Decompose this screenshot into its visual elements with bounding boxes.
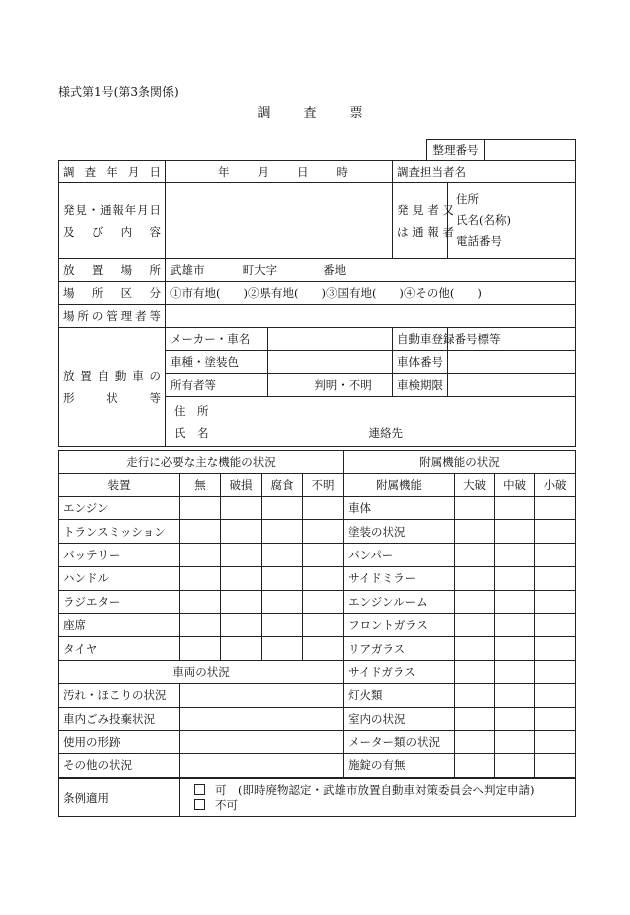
- check-cell[interactable]: [262, 567, 303, 590]
- check-cell[interactable]: [455, 497, 495, 520]
- check-cell[interactable]: [180, 637, 221, 660]
- device-label: ラジエター: [59, 590, 180, 613]
- check-cell[interactable]: [262, 637, 303, 660]
- check-cell[interactable]: [535, 637, 576, 660]
- chassis-label: 車体番号: [393, 351, 448, 374]
- vehicle-state-label: その他の状況: [59, 754, 180, 777]
- date-label: 調 査 年 月 日: [59, 161, 166, 183]
- vehicle-state-field[interactable]: [180, 684, 344, 707]
- check-cell[interactable]: [262, 613, 303, 636]
- accessory-label: リアガラス: [344, 637, 455, 660]
- inspection-label: 車検期限: [393, 374, 448, 397]
- vehicle-state-field[interactable]: [180, 707, 344, 730]
- check-cell[interactable]: [535, 613, 576, 636]
- check-cell[interactable]: [303, 497, 344, 520]
- check-cell[interactable]: [221, 497, 262, 520]
- device-label: ハンドル: [59, 567, 180, 590]
- function-right-title: 附属機能の状況: [344, 451, 576, 474]
- check-cell[interactable]: [495, 754, 535, 777]
- table-row: [59, 543, 576, 566]
- check-cell[interactable]: [303, 637, 344, 660]
- ordinance-option-yes[interactable]: 可 (即時廃物認定・武雄市放置自動車対策委員会へ判定申請): [194, 783, 571, 798]
- check-cell[interactable]: [495, 637, 535, 660]
- table-row: [59, 660, 576, 683]
- device-label: エンジン: [59, 497, 180, 520]
- device-label: タイヤ: [59, 637, 180, 660]
- type-field[interactable]: [268, 351, 393, 374]
- check-cell[interactable]: [455, 590, 495, 613]
- check-cell[interactable]: [455, 707, 495, 730]
- check-cell[interactable]: [535, 730, 576, 753]
- check-cell[interactable]: [180, 497, 221, 520]
- division-label: 場 所 区 分: [59, 282, 166, 305]
- owner-label: 所有者等: [166, 374, 268, 397]
- known-label[interactable]: 判明・不明: [268, 374, 393, 397]
- check-cell[interactable]: [221, 637, 262, 660]
- table-row: [59, 637, 576, 660]
- reg-label: 自動車登録番号標等: [393, 328, 448, 351]
- check-cell[interactable]: [180, 590, 221, 613]
- ordinance-options: [180, 779, 576, 817]
- table-row: [59, 754, 576, 777]
- check-cell[interactable]: [535, 520, 576, 543]
- check-cell[interactable]: [455, 567, 495, 590]
- maker-field[interactable]: [268, 328, 393, 351]
- function-left-title: 走行に必要な主な機能の状況: [59, 451, 344, 474]
- manager-field[interactable]: [166, 305, 576, 328]
- check-cell[interactable]: [180, 520, 221, 543]
- accessory-label: 施錠の有無: [344, 754, 455, 777]
- check-cell[interactable]: [221, 590, 262, 613]
- vehicle-state-label: 使用の形跡: [59, 730, 180, 753]
- right-header: 中破: [495, 474, 535, 497]
- check-cell[interactable]: [535, 543, 576, 566]
- check-cell[interactable]: [180, 543, 221, 566]
- table-row: [59, 684, 576, 707]
- place-label: 放 置 場 所: [59, 259, 166, 282]
- check-cell[interactable]: [303, 590, 344, 613]
- check-cell[interactable]: [495, 567, 535, 590]
- left-header: 破損: [221, 474, 262, 497]
- check-cell[interactable]: [455, 660, 495, 683]
- inspection-field[interactable]: [448, 374, 576, 397]
- vehicle-state-field[interactable]: [180, 730, 344, 753]
- device-label: 座席: [59, 613, 180, 636]
- check-cell[interactable]: [455, 754, 495, 777]
- check-cell[interactable]: [495, 684, 535, 707]
- right-header: 大破: [455, 474, 495, 497]
- accessory-label: メーター類の状況: [344, 730, 455, 753]
- left-header: 装置: [59, 474, 180, 497]
- right-header: 小破: [535, 474, 576, 497]
- owner-details[interactable]: 住 所 氏 名 連絡先: [166, 397, 576, 447]
- check-cell[interactable]: [535, 707, 576, 730]
- table-row: [59, 520, 576, 543]
- seiri-field[interactable]: [485, 140, 576, 161]
- check-cell[interactable]: [535, 684, 576, 707]
- accessory-label: エンジンルーム: [344, 590, 455, 613]
- report-field[interactable]: [166, 183, 393, 259]
- check-cell[interactable]: [262, 590, 303, 613]
- ordinance-option-no[interactable]: 不可: [194, 798, 571, 813]
- device-label: トランスミッション: [59, 520, 180, 543]
- date-field[interactable]: 年 月 日 時: [166, 161, 393, 183]
- check-cell[interactable]: [535, 567, 576, 590]
- check-cell[interactable]: [262, 543, 303, 566]
- check-cell[interactable]: [495, 613, 535, 636]
- reporter-label: 発 見 者 又 は 通 報 者: [393, 183, 448, 259]
- accessory-label: サイドガラス: [344, 660, 455, 683]
- check-cell[interactable]: [495, 707, 535, 730]
- check-cell[interactable]: [303, 613, 344, 636]
- left-header: 無: [180, 474, 221, 497]
- check-cell[interactable]: [303, 567, 344, 590]
- check-cell[interactable]: [495, 660, 535, 683]
- seiri-label: 整理番号: [427, 140, 485, 161]
- main-table: [58, 160, 576, 447]
- type-label: 車種・塗装色: [166, 351, 268, 374]
- vehicle-state-field[interactable]: [180, 754, 344, 777]
- check-cell[interactable]: [535, 590, 576, 613]
- left-header: 腐食: [262, 474, 303, 497]
- check-cell[interactable]: [180, 567, 221, 590]
- ordinance-label: 条例適用: [59, 779, 180, 817]
- vehicle-state-title: 車両の状況: [59, 660, 344, 683]
- check-cell[interactable]: [180, 613, 221, 636]
- check-cell[interactable]: [303, 543, 344, 566]
- check-cell[interactable]: [495, 543, 535, 566]
- vehicle-label: 放 置 自 動 車 の 形 状 等: [59, 328, 166, 447]
- vehicle-state-label: 車内ごみ投棄状況: [59, 707, 180, 730]
- accessory-label: 塗装の状況: [344, 520, 455, 543]
- maker-label: メーカー・車名: [166, 328, 268, 351]
- division-value[interactable]: ①市有地( )②県有地( )③国有地( )④その他( ): [166, 282, 576, 305]
- check-cell[interactable]: [221, 613, 262, 636]
- form-title: 調 査 票: [257, 106, 373, 121]
- check-cell[interactable]: [455, 613, 495, 636]
- table-row: [59, 590, 576, 613]
- place-value[interactable]: 武雄市 町大字 番地: [166, 259, 576, 282]
- form-number: 様式第1号(第3条関係): [58, 85, 179, 99]
- manager-label: 場所の管理者等: [59, 305, 166, 328]
- table-row: [59, 613, 576, 636]
- check-cell[interactable]: [303, 520, 344, 543]
- check-cell[interactable]: [495, 520, 535, 543]
- table-row: [59, 730, 576, 753]
- chassis-field[interactable]: [448, 351, 576, 374]
- left-header: 不明: [303, 474, 344, 497]
- check-cell[interactable]: [495, 730, 535, 753]
- inspector-label: 調査担当者名: [393, 161, 576, 183]
- check-cell[interactable]: [455, 520, 495, 543]
- seiri-table: [426, 139, 576, 161]
- vehicle-state-label: 汚れ・ほこりの状況: [59, 684, 180, 707]
- accessory-label: 灯火類: [344, 684, 455, 707]
- check-cell[interactable]: [455, 730, 495, 753]
- checkbox-icon[interactable]: [194, 799, 205, 810]
- check-cell[interactable]: [455, 684, 495, 707]
- table-row: [59, 567, 576, 590]
- accessory-label: サイドミラー: [344, 567, 455, 590]
- check-cell[interactable]: [262, 497, 303, 520]
- reporter-field[interactable]: 住所 氏名(名称) 電話番号: [448, 183, 576, 259]
- check-cell[interactable]: [535, 754, 576, 777]
- check-cell[interactable]: [221, 543, 262, 566]
- check-cell[interactable]: [495, 590, 535, 613]
- table-row: [59, 707, 576, 730]
- accessory-label: フロントガラス: [344, 613, 455, 636]
- check-cell[interactable]: [221, 520, 262, 543]
- accessory-label: バンパー: [344, 543, 455, 566]
- table-row: [59, 497, 576, 520]
- check-cell[interactable]: [455, 637, 495, 660]
- check-cell[interactable]: [262, 520, 303, 543]
- accessory-label: 車体: [344, 497, 455, 520]
- check-cell[interactable]: [495, 497, 535, 520]
- report-label: 発見・通報年月日 及 び 内 容: [59, 183, 166, 259]
- check-cell[interactable]: [535, 660, 576, 683]
- checkbox-icon[interactable]: [194, 784, 205, 795]
- check-cell[interactable]: [221, 567, 262, 590]
- check-cell[interactable]: [455, 543, 495, 566]
- accessory-label: 室内の状況: [344, 707, 455, 730]
- device-label: バッテリー: [59, 543, 180, 566]
- right-header: 附属機能: [344, 474, 455, 497]
- function-table: [58, 450, 576, 778]
- check-cell[interactable]: [535, 497, 576, 520]
- ordinance-table: [58, 778, 576, 817]
